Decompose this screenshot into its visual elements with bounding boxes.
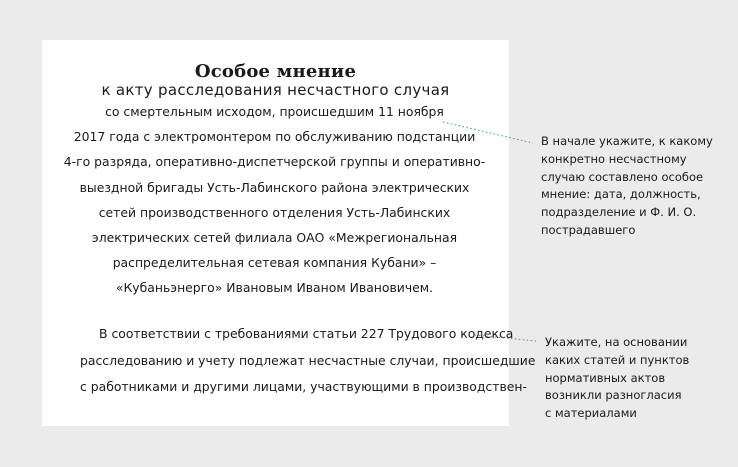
intro-line: 2017 года с электромонтером по обслуживанию подстанции: [73, 129, 476, 145]
leader-line-2: [475, 335, 536, 341]
annotation-note-1: [541, 133, 731, 240]
note-line: мнение: дата, должность,: [541, 187, 701, 202]
body-line: с работниками и другими лицами, участвующими в производствен-: [80, 379, 527, 394]
note-line: подразделение и Ф. И. О.: [541, 205, 697, 220]
intro-line: электрических сетей филиала ОАО «Межрегиональная: [91, 230, 458, 246]
note-line: возникли разногласия: [545, 388, 682, 403]
document-title: Особое мнение: [194, 61, 357, 82]
note-line: В начале укажите, к какому: [541, 134, 713, 148]
intro-line: «Кубаньэнерго» Ивановым Иваном Ивановичем.: [115, 280, 434, 296]
intro-line: выездной бригады Усть-Лабинского района электрических: [79, 179, 470, 195]
body-line: расследованию и учету подлежат несчастные случаи, происшедшие: [80, 352, 536, 368]
note-line: нормативных актов: [545, 370, 666, 385]
note-line: конкретно несчастному: [541, 151, 687, 166]
document-subtitle: к акту расследования несчастного случая: [101, 81, 450, 99]
note-line: каких статей и пунктов: [545, 352, 690, 367]
leader-line-1: [443, 122, 533, 143]
intro-line: 4-го разряда, оперативно-диспетчерской группы и оперативно-: [63, 154, 486, 170]
annotation-note-2: [545, 334, 725, 423]
note-line: случаю составлено особое: [541, 169, 704, 184]
note-line: Укажите, на основании: [545, 335, 688, 349]
note-line: с материалами: [545, 406, 637, 421]
note-line: пострадавшего: [541, 222, 636, 237]
intro-line: распределительная сетевая компания Кубани» –: [112, 255, 437, 271]
body-line: В соответствии с требованиями статьи 227 Трудового кодекса: [99, 326, 514, 341]
intro-line: со смертельным исходом, происшедшим 11 ноября: [105, 104, 444, 119]
intro-line: сетей производственного отделения Усть-Лабинских: [98, 204, 451, 220]
